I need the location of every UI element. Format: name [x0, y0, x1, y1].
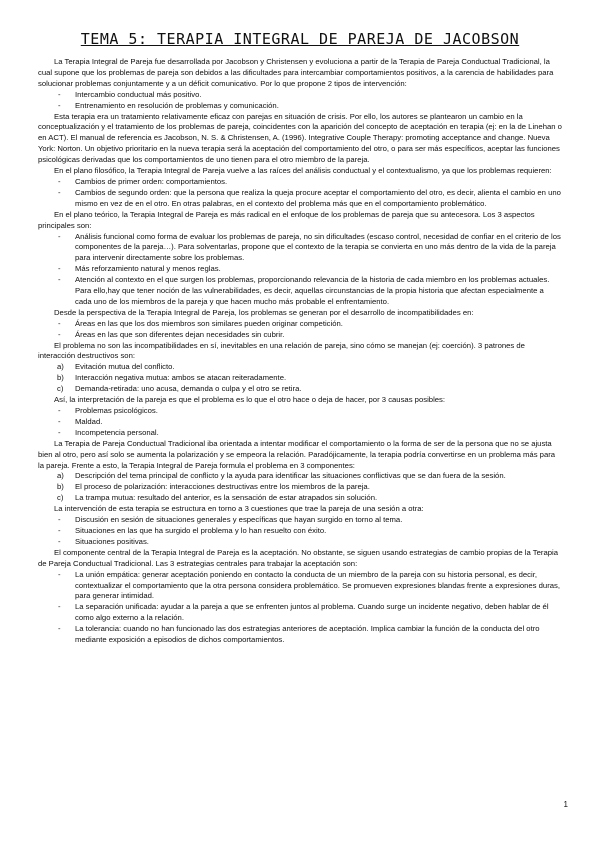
list-item: - Situaciones en las que ha surgido el problema y lo han resuelto con éxito.: [38, 526, 562, 537]
paragraph: La Terapia de Pareja Conductual Tradicional iba orientada a intentar modificar el comportamiento o la forma de ser de la persona que no se ajusta bien al otro, pero así solo se aumenta la polarización y se empeora la relación. Paradójicamente, la terapia podría convertirse en un problema más para la pareja. Frente a esto, la Terapia Integral de Pareja formula el problema en 3 componentes:: [38, 438, 556, 470]
list-item: - Análisis funcional como forma de evaluar los problemas de pareja, no sin dificultades (escaso control, necesidad de confiar en el criterio de los componentes de la pareja…). Para solventarlas, propone que el contexto de la terapia se convierta en uno más dentro de la vida de la pareja para intervenir directamente sobre los problemas.: [38, 232, 562, 265]
paragraph: Así, la interpretación de la pareja es que el problema es lo que el otro hace o deja de hacer, por 3 causas posibles:: [54, 395, 446, 405]
list-item-text: La trampa mutua: resultado del anterior, es la sensación de estar atrapados sin solución.: [75, 493, 378, 503]
dash-list: [38, 90, 562, 112]
list-item: - Situaciones positivas.: [38, 537, 562, 548]
list-item-text: Descripción del tema principal de conflicto y la ayuda para identificar las situaciones conflictivas que se dan fuera de la sesión.: [75, 471, 506, 481]
list-item: - Entrenamiento en resolución de problemas y comunicación.: [38, 101, 562, 112]
list-marker: a): [57, 471, 64, 481]
paragraph: Desde la perspectiva de la Terapia Integral de Pareja, los problemas se generan por el desarrollo de incompatibilidades en:: [54, 307, 474, 317]
list-item: - Intercambio conductual más positivo.: [38, 90, 562, 101]
list-item: - Áreas en las que los dos miembros son similares pueden originar competición.: [38, 319, 562, 330]
dash-list: [38, 515, 562, 548]
list-item: [38, 482, 562, 493]
paragraph: El componente central de la Terapia Integral de Pareja es la aceptación. No obstante, se siguen usando estrategias de cambio propias de la Terapia de Pareja Conductual Tradicional. Las 3 estrategias centrales para trabajar la aceptación son:: [38, 547, 558, 568]
list-item: - Maldad.: [38, 417, 562, 428]
dash-list: [38, 319, 562, 341]
list-item: [38, 362, 562, 373]
page-title: TEMA 5: TERAPIA INTEGRAL DE PAREJA DE JACOBSON: [80, 30, 520, 48]
list-item: - Problemas psicológicos.: [38, 406, 562, 417]
dash-list: [38, 570, 562, 646]
document-page: [38, 30, 562, 646]
paragraph: En el plano teórico, la Terapia Integral de Pareja es más radical en el enfoque de los problemas de pareja que su antecesora. Los 3 aspectos principales son:: [38, 209, 535, 230]
list-marker: c): [57, 493, 64, 503]
list-item: - Atención al contexto en el que surgen los problemas, proporcionando relevancia de la historia de cada miembro en los problemas actuales. Para ello,hay que tener noción de las vulnerabilidades, es decir, aquellas circunstancias de la propia historia que afectan especialmente a cada uno de los miembros de la pareja y que hacen mucho más probable el enfrentamiento.: [38, 275, 562, 308]
lettered-list: [38, 471, 562, 504]
list-item: - Cambios de segundo orden: que la persona que realiza la queja procure aceptar el comportamiento del otro, es decir, alienta el cambio en uno mismo en vez de en el otro. En otras palabras, en el contexto del problema más que en el comportamiento problemático.: [38, 188, 562, 210]
list-item: - Más reforzamiento natural y menos reglas.: [38, 264, 562, 275]
paragraph: El problema no son las incompatibilidades en sí, inevitables en una relación de pareja, sino cómo se manejan (ej: coerción). 3 patrones de interacción destructivos son:: [38, 340, 525, 361]
list-item: [38, 384, 562, 395]
lettered-list: [38, 362, 562, 395]
list-item: [38, 471, 562, 482]
list-item: - La unión empática: generar aceptación poniendo en contacto la conducta de un miembro de la pareja con su historia personal, es decir, contextualizar el comportamiento que la otra persona considera problemático. Se promueven expresiones blandas frente a expresiones duras, para generar intimidad.: [38, 570, 562, 603]
list-marker: b): [57, 482, 64, 492]
paragraph: En el plano filosófico, la Terapia Integral de Pareja vuelve a las raíces del análisis conductual y el contextualismo, ya que los problemas requieren:: [54, 166, 552, 176]
list-item: - La separación unificada: ayudar a la pareja a que se enfrenten juntos al problema. Cuando surge un incidente negativo, deben hablar de él como algo externo a la relación.: [38, 602, 562, 624]
list-item-text: Evitación mutua del conflicto.: [75, 362, 175, 372]
list-marker: a): [57, 362, 64, 372]
list-item: - Incompetencia personal.: [38, 428, 562, 439]
paragraph: Esta terapia era un tratamiento relativamente eficaz con parejas en situación de crisis. Por ello, los autores se plantearon un cambio en la conceptualización y el tratamiento de los problemas de pareja, coincidentes con la aparición del concepto de aceptación en terapia (ej: en la de Linehan o en ACT). El manual de referencia es Jacobson, N. S. & Christensen, A. (1996). Integrative Couple Therapy: promoting acceptance and change. Nueva York: Norton. Un objetivo prioritario en la nueva terapia será la aceptación del comportamiento del otro, o para ser más específicos, aceptar las funciones psicológicas derivadas que los comportamientos de uno tienen para el otro miembro de la pareja.: [38, 111, 562, 165]
paragraph: La intervención de esta terapia se estructura en torno a 3 cuestiones que trae la pareja de una sesión a otra:: [54, 504, 424, 514]
dash-list: [38, 232, 562, 308]
list-item-text: El proceso de polarización: interacciones destructivas entre los miembros de la pareja.: [75, 482, 370, 492]
list-item: - Discusión en sesión de situaciones generales y específicas que hayan surgido en torno al tema.: [38, 515, 562, 526]
list-marker: b): [57, 373, 64, 383]
paragraph: La Terapia Integral de Pareja fue desarrollada por Jacobson y Christensen y evoluciona a partir de la Terapia de Pareja Conductual Tradicional, la cual supone que los problemas de pareja son debidos a las dificultades para intercambiar comportamientos positivos, a la carencia de habilidades para solucionar problemas conjuntamente y a un déficit comunicativo. Por lo que propone 2 tipos de intervención:: [38, 57, 554, 88]
list-item-text: Interacción negativa mutua: ambos se atacan reiteradamente.: [75, 373, 287, 383]
list-item: - La tolerancia: cuando no han funcionado las dos estrategias anteriores de aceptación. Implica cambiar la función de la conducta del otro mediante exposición a episodios de dichos comportamientos.: [38, 624, 562, 646]
dash-list: [38, 177, 562, 210]
document-body: [38, 57, 562, 646]
list-item: [38, 493, 562, 504]
list-item: - Cambios de primer orden: comportamientos.: [38, 177, 562, 188]
list-item-text: Demanda-retirada: uno acusa, demanda o culpa y el otro se retira.: [75, 384, 302, 394]
list-item: - Áreas en las que son diferentes dejan necesidades sin cubrir.: [38, 330, 562, 341]
list-item: [38, 373, 562, 384]
page-number: 1: [563, 800, 568, 809]
list-marker: c): [57, 384, 64, 394]
dash-list: [38, 406, 562, 439]
